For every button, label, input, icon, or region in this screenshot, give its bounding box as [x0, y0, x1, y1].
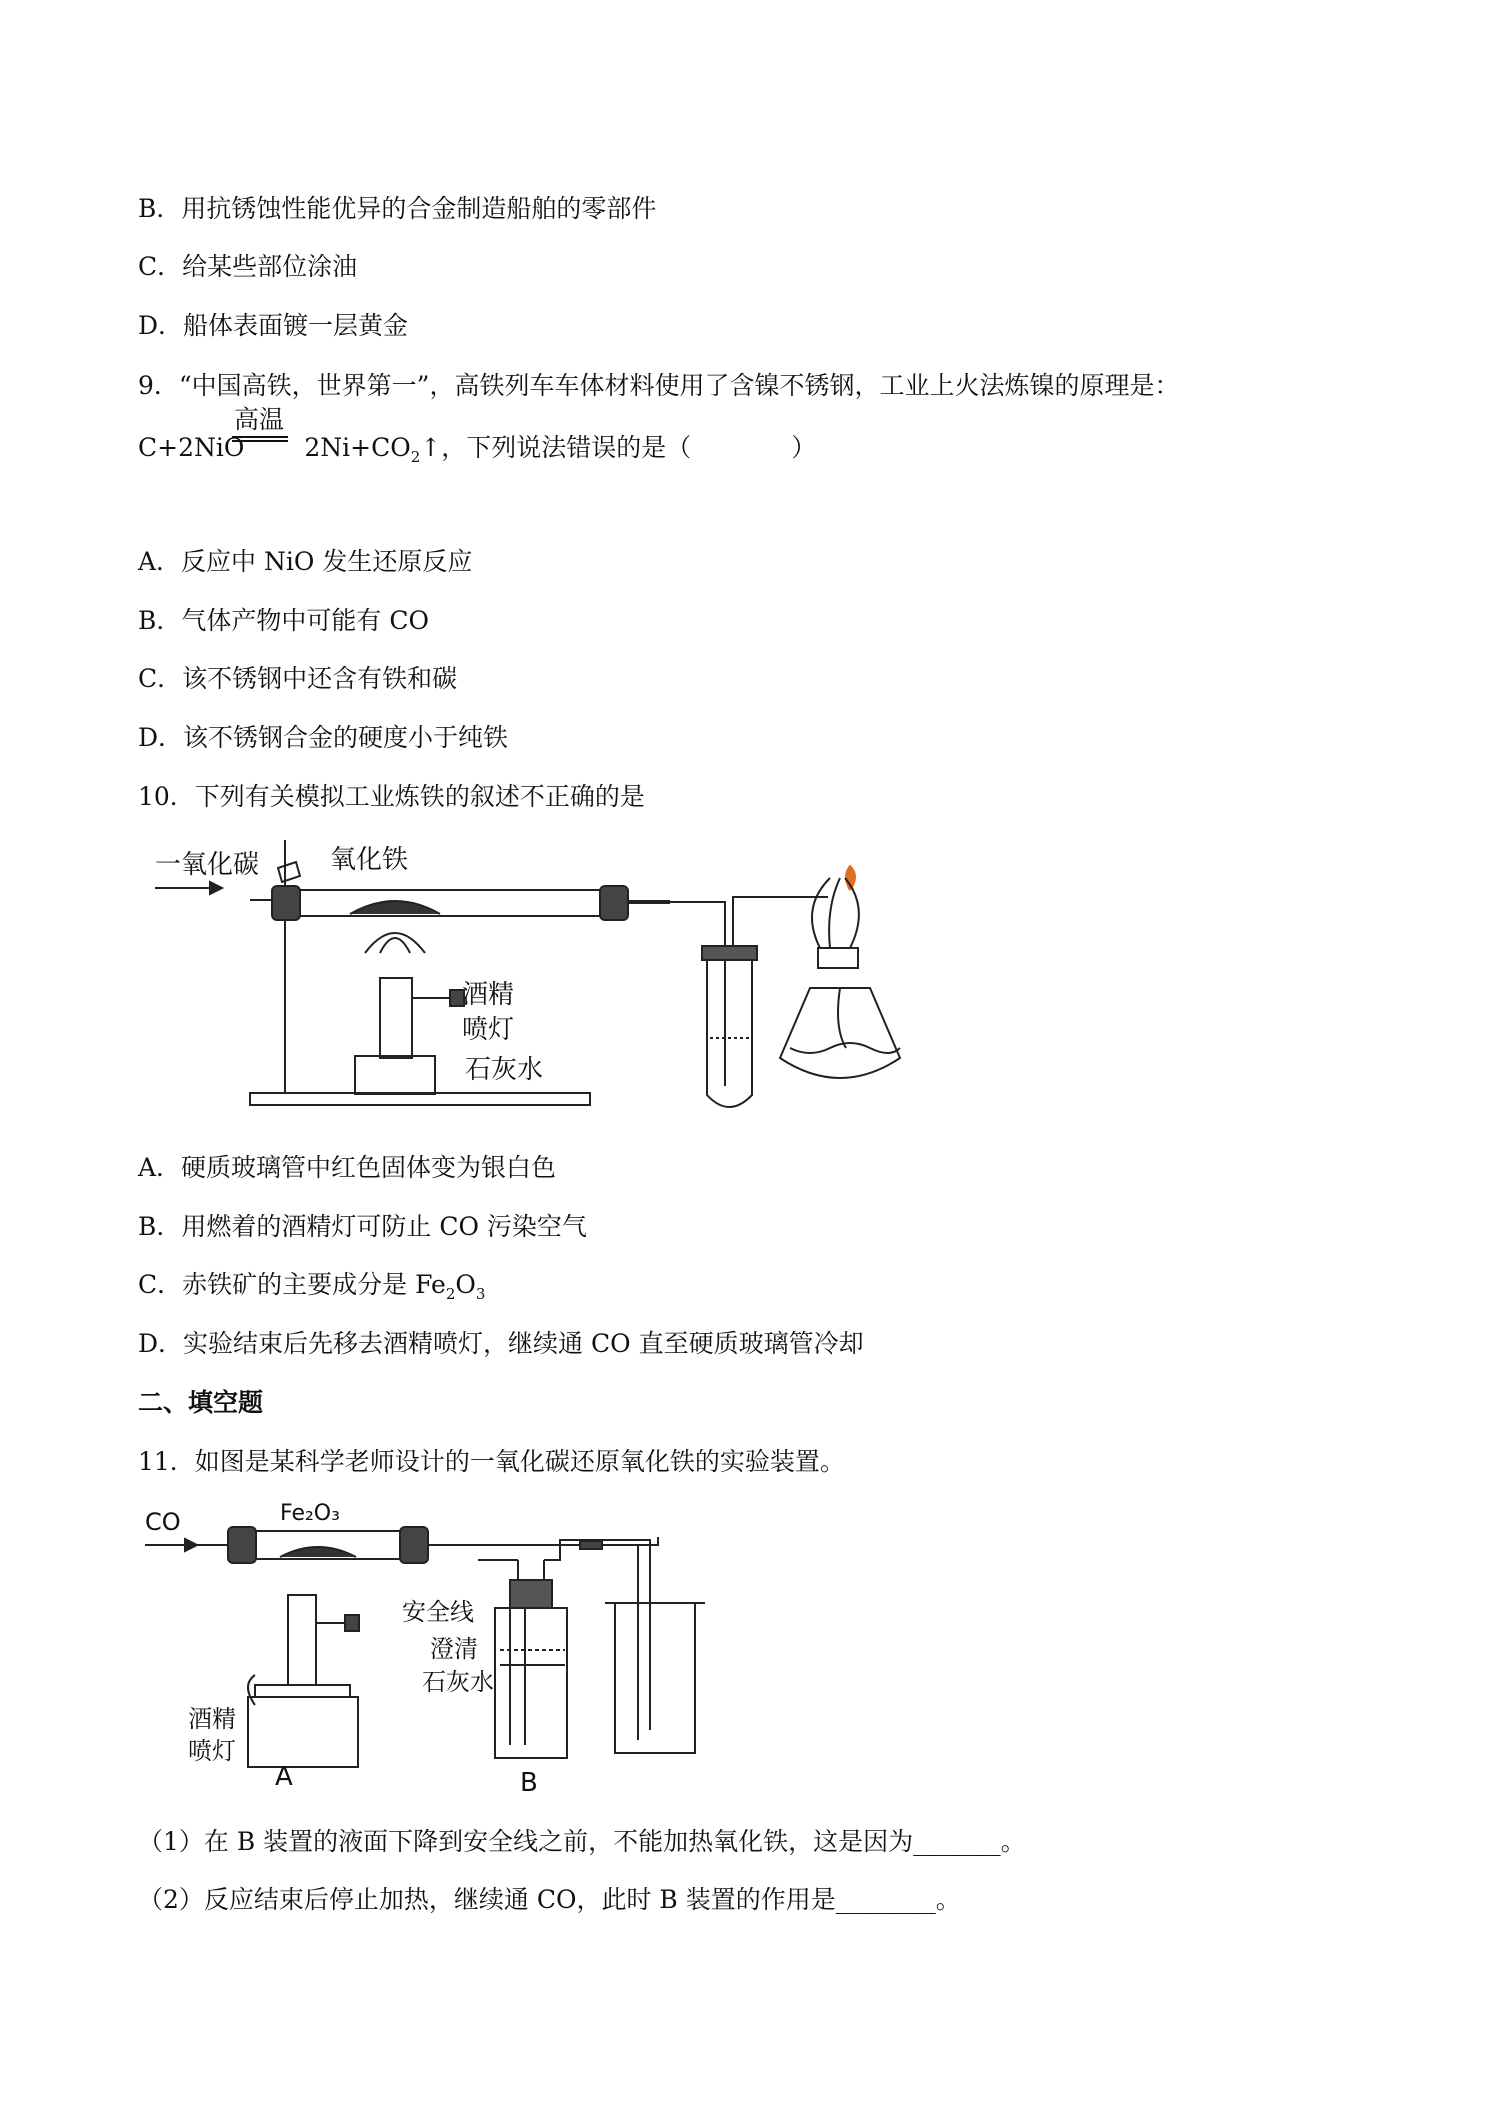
- label-limewater: 石灰水: [465, 1055, 544, 1085]
- q9-option-b: B．气体产物中可能有 CO: [138, 606, 429, 635]
- label-fe-oxide: 氧化铁: [330, 845, 409, 875]
- q11-part-1: （1）在 B 装置的液面下降到安全线之前，不能加热氧化铁，这是因为_______。: [138, 1827, 1026, 1856]
- label-a: A: [275, 1762, 293, 1792]
- eq-condition: 高温: [234, 405, 285, 434]
- q11-part-2: （2）反应结束后停止加热，继续通 CO，此时 B 装置的作用是________。: [138, 1885, 961, 1914]
- label-clear: 澄清: [430, 1635, 478, 1663]
- label-lamp-1: 酒精: [188, 1705, 236, 1733]
- q9-option-c: C．该不锈钢中还含有铁和碳: [138, 664, 458, 693]
- eq-sub: 2: [410, 448, 421, 466]
- label-b: B: [520, 1768, 538, 1795]
- label-lamp-1: 酒精: [462, 980, 515, 1010]
- q10-stem: 10．下列有关模拟工业炼铁的叙述不正确的是: [138, 782, 645, 811]
- label-lamp-2: 喷灯: [188, 1737, 236, 1765]
- q9-equation: [138, 405, 817, 466]
- q9-option-d: D．该不锈钢合金的硬度小于纯铁: [138, 723, 509, 752]
- q10-c-sub1: 2: [445, 1285, 456, 1303]
- label-lamp-2: 喷灯: [462, 1015, 515, 1045]
- q10-c-mid: O: [455, 1270, 476, 1299]
- section-title: 二、填空题: [138, 1388, 264, 1417]
- q11-stem: 11．如图是某科学老师设计的一氧化碳还原氧化铁的实验装置。: [138, 1447, 845, 1476]
- q9-stem: 9．“中国高铁，世界第一”，高铁列车车体材料使用了含镍不锈钢，工业上火法炼镍的原理是：: [138, 371, 1180, 400]
- label-safety-line: 安全线: [402, 1598, 474, 1626]
- q10-apparatus-figure: [150, 828, 930, 1118]
- q8-option-c: C．给某些部位涂油: [138, 252, 358, 281]
- label-limewater: 石灰水: [422, 1668, 494, 1696]
- q10-option-b: B．用燃着的酒精灯可防止 CO 污染空气: [138, 1212, 587, 1241]
- q10-c-text: C．赤铁矿的主要成分是 Fe: [138, 1270, 446, 1299]
- q9-option-a: A．反应中 NiO 发生还原反应: [138, 547, 473, 576]
- q10-option-a: A．硬质玻璃管中红色固体变为银白色: [138, 1153, 557, 1182]
- eq-tail: ，下列说法错误的是（ ）: [441, 433, 817, 462]
- eq-equals-sign: [232, 436, 288, 442]
- q11-apparatus-figure: [140, 1495, 740, 1795]
- label-co: 一氧化碳: [155, 850, 260, 880]
- q8-option-d: D．船体表面镀一层黄金: [138, 311, 409, 340]
- q10-c-sub2: 3: [475, 1285, 486, 1303]
- label-co: CO: [145, 1508, 181, 1536]
- eq-left: C+2NiO: [138, 433, 245, 462]
- q8-option-b: B．用抗锈蚀性能优异的合金制造船舶的零部件: [138, 194, 657, 223]
- q10-option-d: D．实验结束后先移去酒精喷灯，继续通 CO 直至硬质玻璃管冷却: [138, 1329, 864, 1358]
- q10-option-c: [138, 1268, 485, 1311]
- label-fe2o3: Fe₂O₃: [280, 1501, 340, 1526]
- eq-arrow: ↑: [420, 433, 442, 462]
- eq-right: 2Ni+CO: [304, 433, 411, 462]
